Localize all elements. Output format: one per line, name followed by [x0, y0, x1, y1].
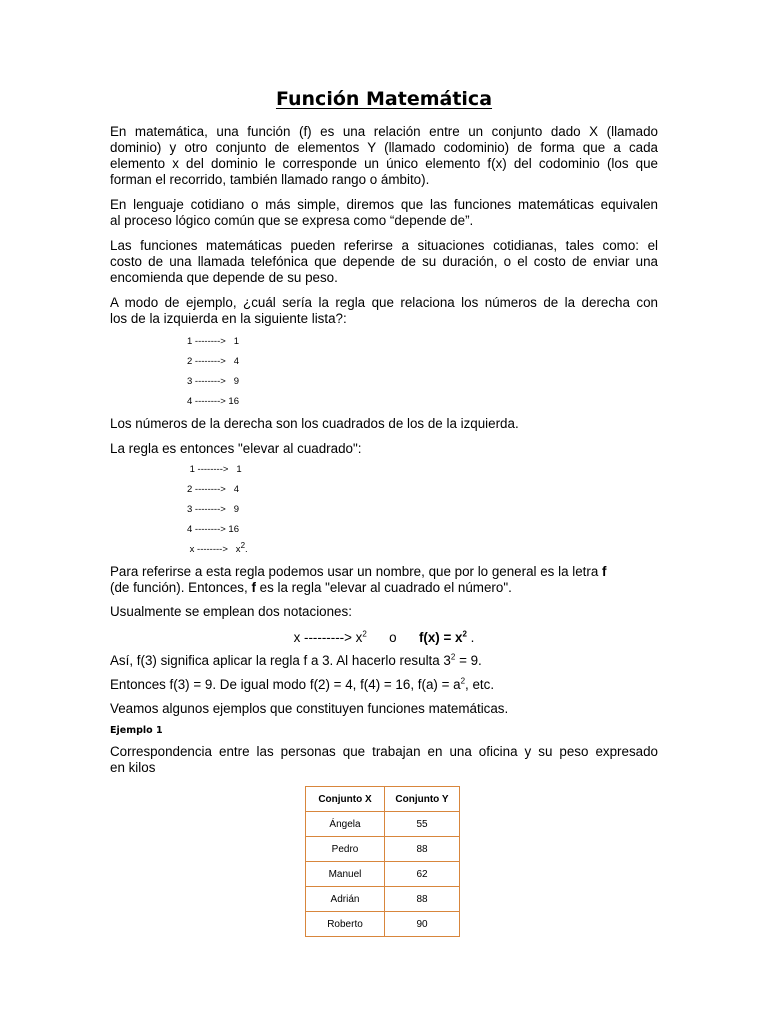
table-cell: Pedro [306, 837, 385, 862]
notation-end: . [466, 630, 475, 645]
table-cell: 88 [385, 887, 460, 912]
table-cell: 88 [385, 837, 460, 862]
text-line: encomienda que depende de su peso. [110, 270, 338, 285]
column-header: Conjunto Y [385, 787, 460, 812]
mapping-item: 3 --------> 9 [187, 376, 239, 387]
column-header: Conjunto X [306, 787, 385, 812]
paragraph-correspondence [110, 744, 658, 776]
text-run: Entonces f(3) = 9. De igual modo f(2) = 4, f(4) = 16, f(a) = a [110, 677, 461, 692]
table-header-row [306, 787, 460, 812]
exponent: 2 [460, 676, 466, 686]
table-cell: Manuel [306, 862, 385, 887]
text-line: en kilos [110, 760, 156, 775]
paragraph-examples-intro [110, 701, 658, 717]
exponent: 2 [240, 540, 246, 550]
paragraph-examples [110, 238, 658, 286]
text-line: Correspondencia entre las personas que trabajan en una oficina y su peso expresado [110, 744, 658, 759]
text-line: los de la izquierda en la siguiente lista?: [110, 311, 347, 326]
notation-line [0, 630, 768, 645]
text-line: costo de una llamada telefónica que depende de su duración, o el costo de enviar una [110, 254, 658, 269]
text-run: Así, f(3) significa aplicar la regla f a 3. Al hacerlo resulta 3 [110, 653, 451, 668]
paragraph-values [110, 677, 658, 693]
mapping-item: 2 --------> 4 [187, 356, 239, 367]
text-line: elemento x del dominio le corresponde un único elemento f(x) del codominio (los que [110, 156, 658, 171]
table-row [306, 862, 460, 887]
text-line: A modo de ejemplo, ¿cuál sería la regla que relaciona los números de la derecha con [110, 295, 658, 310]
text-line: En matemática, una función (f) es una relación entre un conjunto dado X (llamado [110, 124, 658, 139]
notation-or: o [366, 630, 419, 645]
text-line: Veamos algunos ejemplos que constituyen funciones matemáticas. [110, 701, 509, 716]
mapping-item: 4 --------> 16 [187, 524, 239, 535]
table-cell: Roberto [306, 912, 385, 937]
table-row [306, 812, 460, 837]
weight-table [305, 786, 460, 937]
notation-function [419, 630, 467, 645]
text-line: forman el recorrido, también llamado rango o ámbito). [110, 172, 430, 187]
paragraph-naming [110, 564, 658, 596]
table-row [306, 887, 460, 912]
table-cell: Ángela [306, 812, 385, 837]
paragraph-question [110, 295, 658, 327]
mapping-item: 1 --------> 1 [187, 336, 239, 347]
text-line: La regla es entonces "elevar al cuadrado": [110, 441, 362, 456]
paragraph-f3 [110, 653, 658, 669]
mapping-item: 1 --------> 1 [187, 464, 242, 475]
paragraph-definition [110, 124, 658, 188]
table-cell: 55 [385, 812, 460, 837]
text-run: es la regla "elevar al cuadrado el número". [255, 580, 512, 595]
mapping-text: x --------> x [187, 544, 241, 555]
table-cell: 62 [385, 862, 460, 887]
table-row [306, 837, 460, 862]
table-row [306, 912, 460, 937]
table-cell: Adrián [306, 887, 385, 912]
function-text: f(x) = x [418, 630, 463, 645]
text-line: Los números de la derecha son los cuadrados de los de la izquierda. [110, 416, 519, 431]
text-run: (de función). Entonces, [110, 580, 252, 595]
text-line [110, 677, 658, 693]
text-line: al proceso lógico común que se expresa como “depende de”. [110, 213, 474, 228]
exponent: 2 [450, 652, 456, 662]
paragraph-everyday [110, 197, 658, 229]
mapping-item: 3 --------> 9 [187, 504, 239, 515]
exponent: 2 [362, 629, 367, 639]
bold-f: f [602, 564, 607, 579]
text-line: En lenguaje cotidiano o más simple, diremos que las funciones matemáticas equivalen [110, 197, 658, 212]
text-line [110, 564, 658, 580]
table-cell: 90 [385, 912, 460, 937]
text-line [110, 580, 658, 596]
mapping-item-general [187, 540, 248, 556]
notation-arrow: x ---------> x [293, 630, 363, 645]
text-run: Para referirse a esta regla podemos usar un nombre, que por lo general es la letra [110, 564, 603, 579]
mapping-item: 4 --------> 16 [187, 396, 239, 407]
text-line: Las funciones matemáticas pueden referirse a situaciones cotidianas, tales como: el [110, 238, 658, 253]
text-line [110, 653, 658, 669]
page-title: Función Matemática [275, 88, 493, 110]
text-line: Usualmente se emplean dos notaciones: [110, 604, 352, 619]
text-line: dominio) y otro conjunto de elementos Y (llamado codominio) de forma que a cada [110, 140, 658, 155]
example-heading: Ejemplo 1 [110, 725, 163, 736]
mapping-text: . [245, 544, 248, 555]
exponent: 2 [462, 629, 467, 639]
paragraph-notations [110, 604, 658, 620]
paragraph-squares [110, 416, 658, 432]
mapping-item: 2 --------> 4 [187, 484, 239, 495]
paragraph-rule [110, 441, 658, 457]
bold-f: f [251, 580, 256, 595]
text-run: = 9. [455, 653, 482, 668]
text-run: , etc. [465, 677, 495, 692]
